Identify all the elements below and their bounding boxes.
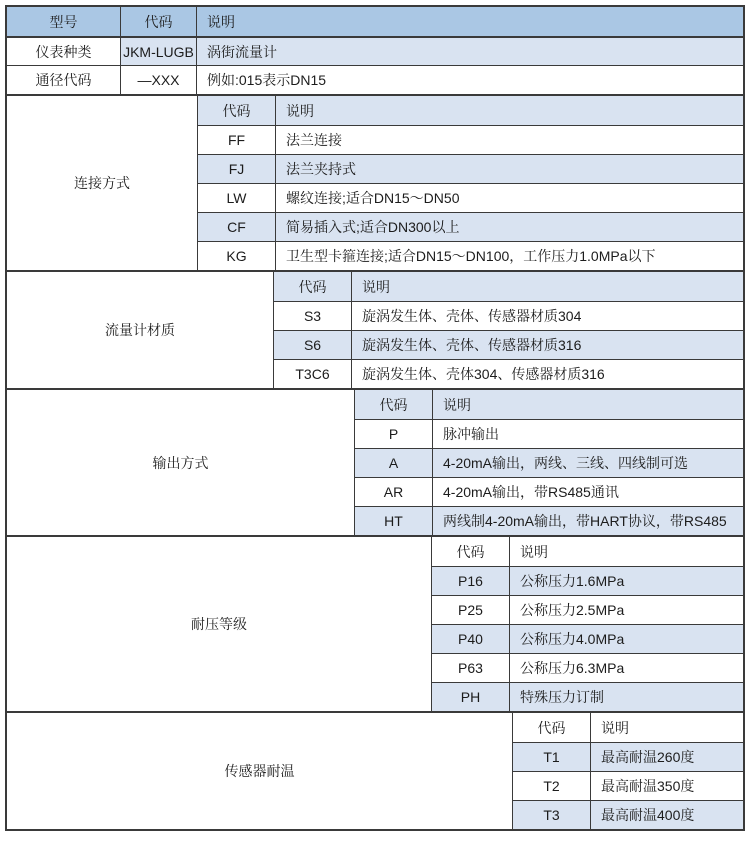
col-header-desc: 说明 — [197, 7, 743, 36]
table-row — [512, 800, 743, 829]
desc-cell: 螺纹连接;适合DN15～DN50 — [286, 190, 460, 206]
code-cell: FJ — [197, 155, 276, 183]
section-label: 输出方式 — [152, 454, 209, 471]
section-label: 流量计材质 — [105, 322, 175, 338]
sub-header-row — [431, 537, 743, 566]
code-cell: P — [354, 420, 433, 448]
table-row — [273, 359, 743, 388]
table-row — [431, 566, 743, 595]
desc-cell: 旋涡发生体、壳体、传感器材质304 — [362, 308, 582, 324]
section-label: 耐压等级 — [191, 616, 247, 632]
section-rows — [431, 537, 743, 711]
sub-header-desc: 说明 — [433, 390, 743, 419]
table-row — [354, 419, 743, 448]
desc-cell: 4-20mA输出，带RS485通讯 — [443, 484, 619, 500]
code-cell: P63 — [431, 654, 510, 682]
table-row — [354, 448, 743, 477]
sub-header-code: 代码 — [431, 537, 510, 566]
code-cell: P40 — [431, 625, 510, 653]
table-row — [7, 36, 743, 65]
table-row — [431, 595, 743, 624]
row-label: 通径代码 — [7, 66, 121, 94]
sub-header-desc: 说明 — [276, 96, 743, 125]
code-cell: A — [354, 449, 433, 477]
table-row — [431, 653, 743, 682]
sub-header-desc: 说明 — [520, 543, 548, 560]
sub-header-desc: 说明 — [601, 719, 629, 736]
code-cell: KG — [197, 242, 276, 270]
section-rows — [197, 96, 743, 270]
desc-cell: 公称压力4.0MPa — [510, 625, 743, 653]
code-cell: CF — [197, 213, 276, 241]
sub-header-row — [197, 96, 743, 125]
desc-cell: 旋涡发生体、壳体、传感器材质316 — [352, 331, 743, 359]
sub-header-desc: 说明 — [352, 272, 743, 301]
desc-cell: 最高耐温350度 — [601, 778, 695, 794]
table-row — [197, 125, 743, 154]
desc-cell: 法兰夹持式 — [276, 155, 743, 183]
table-row — [431, 682, 743, 711]
sub-header-row — [512, 713, 743, 742]
model-selection-table — [5, 5, 745, 831]
row-desc: 涡街流量计 — [197, 38, 743, 65]
desc-cell: 旋涡发生体、壳体304、传感器材质316 — [362, 366, 605, 382]
code-cell: T2 — [512, 772, 591, 800]
code-cell: T3C6 — [273, 360, 352, 388]
code-cell: HT — [354, 507, 433, 535]
table-row — [7, 65, 743, 94]
desc-cell: 公称压力1.6MPa — [510, 567, 743, 595]
table-section — [7, 711, 743, 829]
desc-cell: 公称压力2.5MPa — [520, 602, 625, 618]
table-row — [354, 506, 743, 535]
table-row — [197, 241, 743, 270]
table-row — [273, 330, 743, 359]
table-header-row — [7, 7, 743, 36]
table-row — [197, 212, 743, 241]
desc-cell: 最高耐温260度 — [591, 743, 743, 771]
desc-cell: 公称压力6.3MPa — [520, 660, 625, 676]
code-cell: S3 — [273, 302, 352, 330]
table-section — [7, 270, 743, 388]
code-cell: AR — [354, 478, 433, 506]
desc-cell: 两线制4-20mA输出，带HART协议，带RS485 — [433, 507, 743, 535]
section-rows — [354, 390, 743, 535]
table-row — [512, 742, 743, 771]
code-cell: P25 — [431, 596, 510, 624]
code-cell: FF — [197, 126, 276, 154]
sub-header-code: 代码 — [197, 96, 276, 125]
section-rows — [512, 713, 743, 829]
sub-header-code: 代码 — [354, 390, 433, 419]
code-cell: P16 — [431, 567, 510, 595]
col-header-model: 型号 — [7, 7, 121, 36]
desc-cell: 卫生型卡箍连接;适合DN15～DN100，工作压力1.0MPa以下 — [286, 248, 656, 264]
desc-cell: 脉冲输出 — [443, 426, 499, 442]
table-row — [354, 477, 743, 506]
table-row — [273, 301, 743, 330]
desc-cell: 特殊压力订制 — [510, 683, 743, 711]
row-code: —XXX — [121, 66, 197, 94]
row-code: JKM-LUGB — [121, 38, 197, 65]
desc-cell: 最高耐温400度 — [591, 801, 743, 829]
desc-cell: 简易插入式;适合DN300以上 — [276, 213, 743, 241]
table-row — [197, 154, 743, 183]
code-cell: LW — [197, 184, 276, 212]
row-label: 仪表种类 — [7, 38, 121, 65]
sub-header-code: 代码 — [512, 713, 591, 742]
desc-cell: 4-20mA输出，两线、三线、四线制可选 — [433, 449, 743, 477]
section-label: 连接方式 — [74, 175, 130, 191]
table-section — [7, 94, 743, 270]
code-cell: T1 — [512, 743, 591, 771]
table-row — [197, 183, 743, 212]
col-header-code: 代码 — [121, 7, 197, 36]
code-cell: S6 — [273, 331, 352, 359]
row-desc: 例如:015表示DN15 — [207, 72, 327, 88]
code-cell: T3 — [512, 801, 591, 829]
desc-cell: 法兰连接 — [286, 132, 342, 148]
sub-header-row — [354, 390, 743, 419]
code-cell: PH — [431, 683, 510, 711]
table-row — [431, 624, 743, 653]
section-rows — [273, 272, 743, 388]
table-section — [7, 535, 743, 711]
table-row — [512, 771, 743, 800]
sub-header-row — [273, 272, 743, 301]
sub-header-code: 代码 — [273, 272, 352, 301]
section-label: 传感器耐温 — [224, 763, 295, 779]
table-section — [7, 388, 743, 535]
